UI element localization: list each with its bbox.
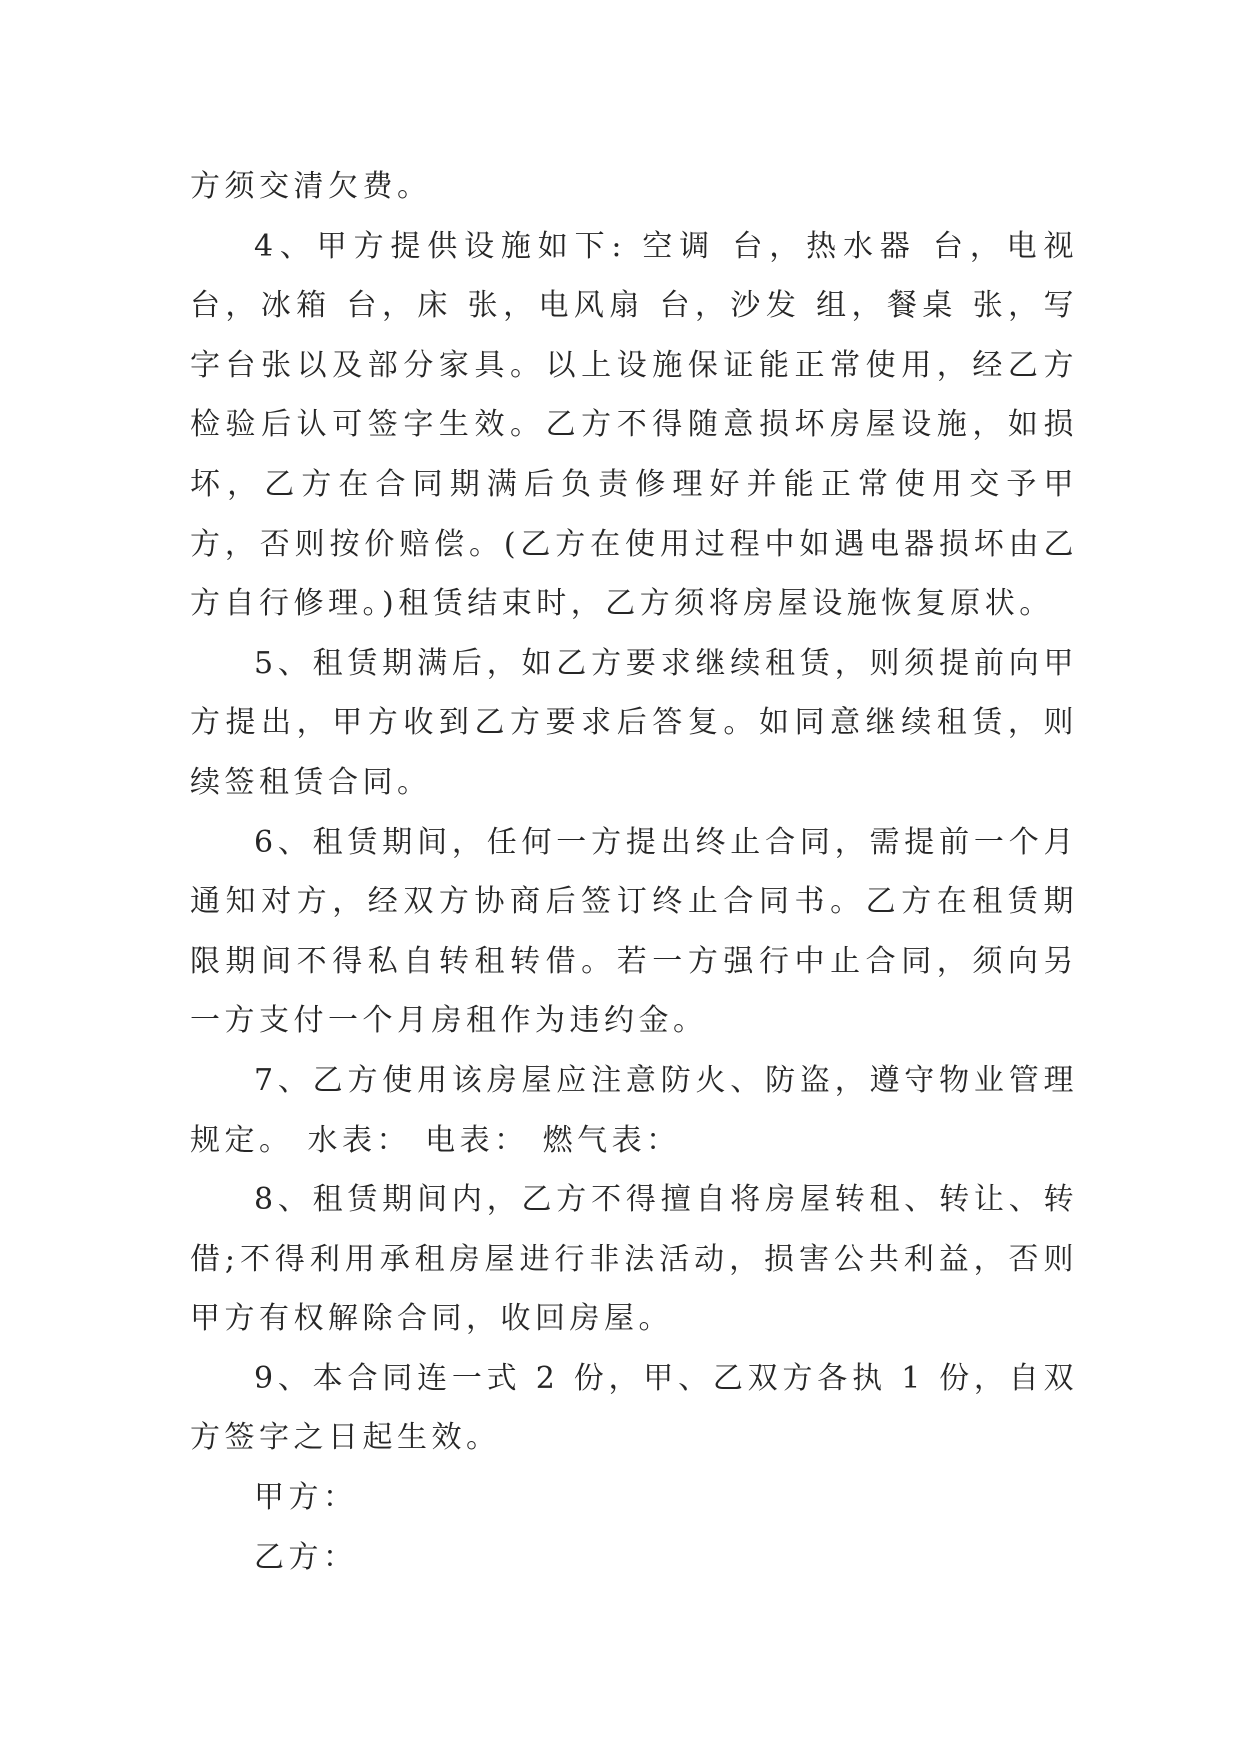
clause-9-copies: 9、本合同连一式 2 份，甲、乙双方各执 1 份，自双方签字之日起生效。 (190, 1360, 1078, 1456)
signature-party-a: 甲方： (254, 1480, 358, 1516)
clause-8-subletting: 8、租赁期间内，乙方不得擅自将房屋转租、转让、转借;不得利用承租房屋进行非法活动，损害公共利益，否则甲方有权解除合同，收回房屋。 (190, 1182, 1078, 1337)
clause-5-renewal: 5、租赁期满后，如乙方要求继续租赁，则须提前向甲方提出，甲方收到乙方要求后答复。如同意继续租赁，则续签租赁合同。 (190, 645, 1078, 800)
clause-7-safety: 7、乙方使用该房屋应注意防火、防盗，遵守物业管理规定。 水表： 电表： 燃气表： (190, 1062, 1078, 1158)
clause-4-facilities: 4、甲方提供设施如下: 空调 台，热水器 台，电视 台，冰箱 台，床 张，电风扇 台，沙发 组，餐桌 张，写字台张以及部分家具。以上设施保证能正常使用，经乙方检验后认可签字生效。乙方不得随意损坏房屋设施，如损坏，乙方在合同期满后负责修理好并能正常使用交予甲方，否则按价赔偿。(乙方在使用过程中如遇电器损坏由乙方自行修理。)租赁结束时，乙方须将房屋设施恢复原状。 (190, 228, 1093, 622)
clause-6-termination: 6、租赁期间，任何一方提出终止合同，需提前一个月通知对方，经双方协商后签订终止合同书。乙方在租赁期限期间不得私自转租转借。若一方强行中止合同，须向另一方支付一个月房租作为违约金。 (190, 824, 1078, 1039)
paragraph-continuation: 方须交清欠费。 (190, 169, 432, 204)
document-body (190, 157, 1093, 1587)
signature-party-b: 乙方： (254, 1539, 358, 1575)
